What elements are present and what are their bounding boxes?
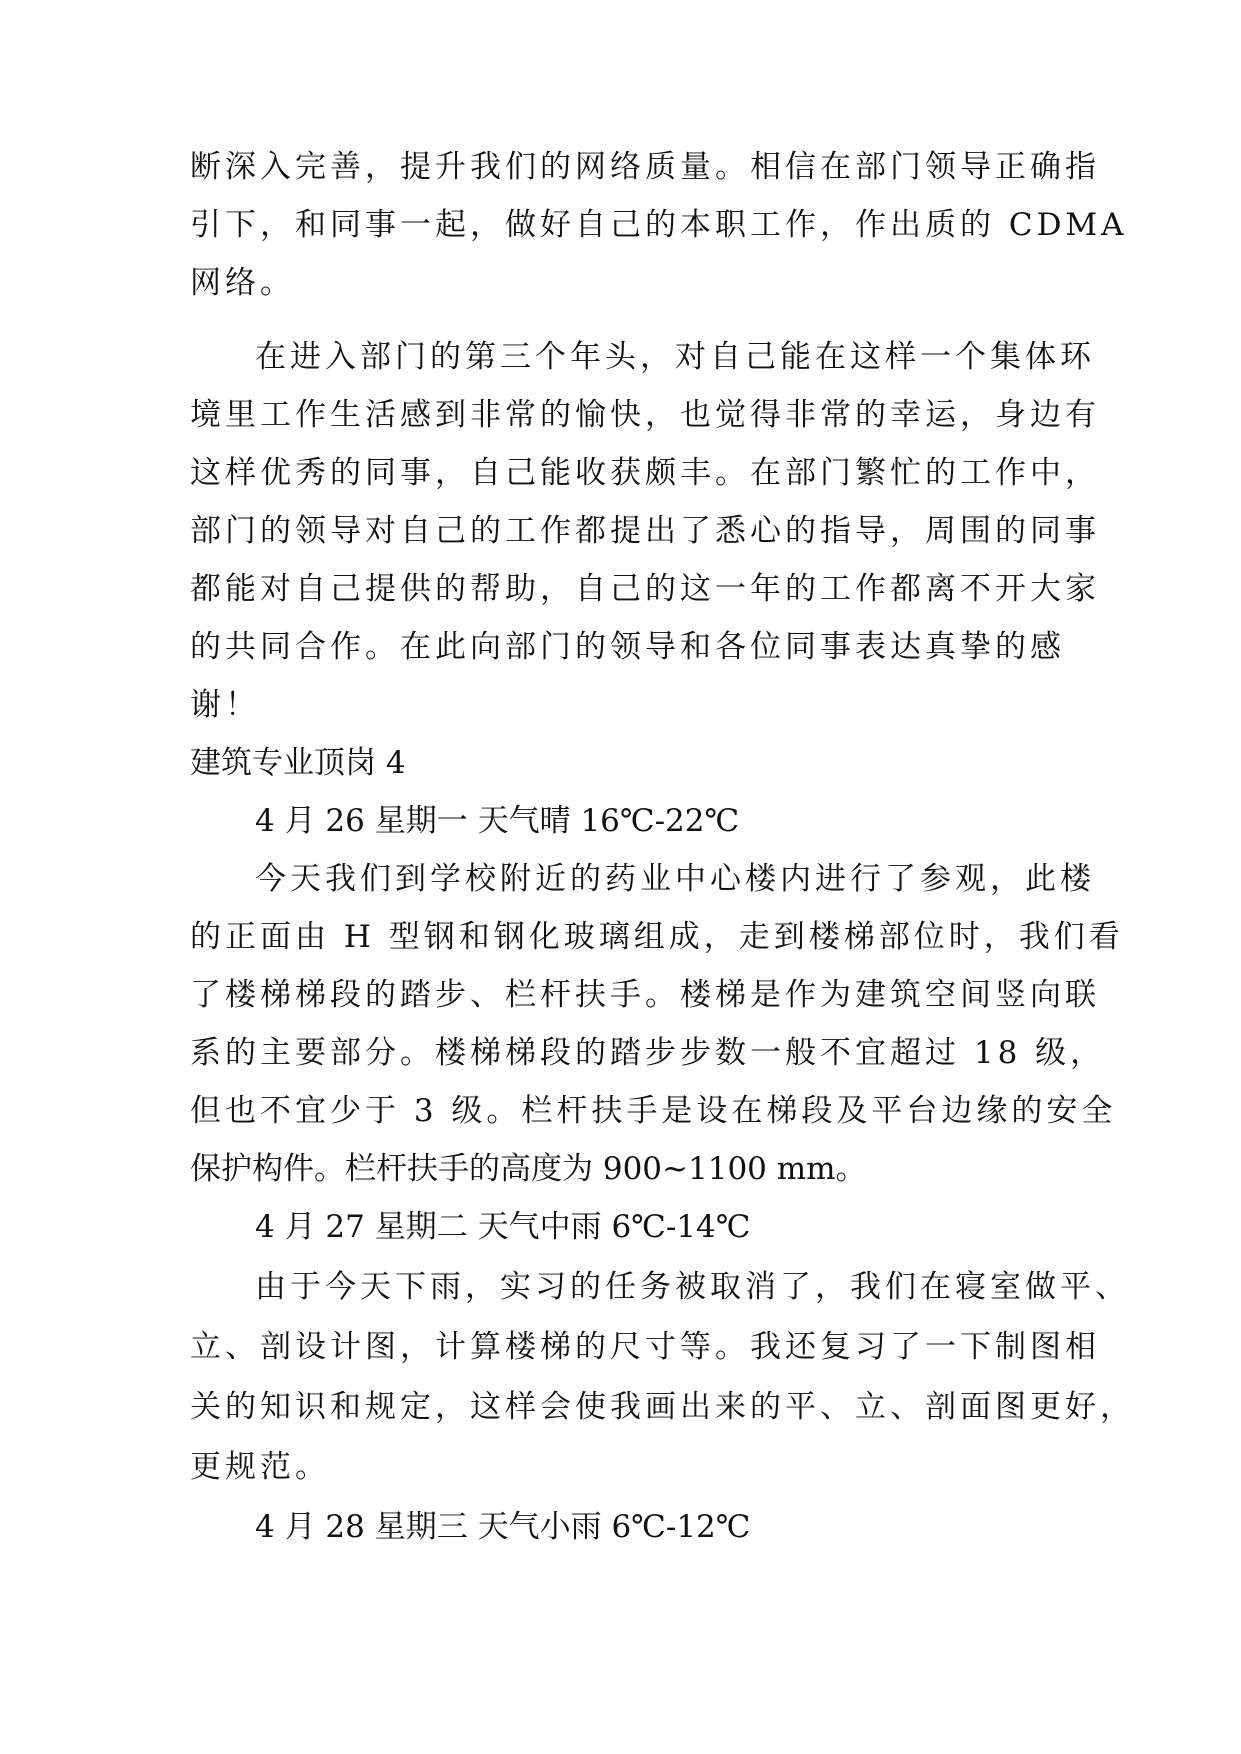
text-line: 断深入完善，提升我们的网络质量。相信在部门领导正确指	[190, 149, 1100, 185]
text-line: 但也不宜少于 3 级。栏杆扶手是设在梯段及平台边缘的安全	[190, 1093, 1117, 1129]
text-line: 系的主要部分。楼梯梯段的踏步步数一般不宜超过 18 级，	[190, 1035, 1106, 1071]
paragraph-first-line: 在进入部门的第三个年头，对自己能在这样一个集体环	[255, 339, 1095, 375]
text-line: 的共同合作。在此向部门的领导和各位同事表达真挚的感	[190, 629, 1065, 665]
text-line: 网络。	[190, 265, 295, 301]
text-line: 部门的领导对自己的工作都提出了悉心的指导，周围的同事	[190, 513, 1100, 549]
diary-date-line: 4 月 28 星期三 天气小雨 6℃-12℃	[255, 1509, 751, 1545]
text-line: 都能对自己提供的帮助，自己的这一年的工作都离不开大家	[190, 571, 1100, 607]
section-heading: 建筑专业顶岗 4	[190, 745, 406, 781]
paragraph-first-line: 由于今天下雨，实习的任务被取消了，我们在寝室做平、	[255, 1269, 1130, 1305]
text-line: 引下，和同事一起，做好自己的本职工作，作出质的 CDMA	[190, 207, 1128, 243]
text-line: 更规范。	[190, 1449, 330, 1485]
text-line: 境里工作生活感到非常的愉快，也觉得非常的幸运，身边有	[190, 397, 1100, 433]
paragraph-first-line: 今天我们到学校附近的药业中心楼内进行了参观，此楼	[255, 861, 1095, 897]
text-line: 关的知识和规定，这样会使我画出来的平、立、剖面图更好，	[190, 1389, 1135, 1425]
text-line: 了楼梯梯段的踏步、栏杆扶手。楼梯是作为建筑空间竖向联	[190, 977, 1100, 1013]
text-line: 立、剖设计图，计算楼梯的尺寸等。我还复习了一下制图相	[190, 1329, 1100, 1365]
text-line: 谢！	[190, 687, 260, 723]
text-line: 的正面由 H 型钢和钢化玻璃组成，走到楼梯部位时，我们看	[190, 919, 1124, 955]
text-line: 保护构件。栏杆扶手的高度为 900~1100 mm。	[190, 1151, 867, 1187]
text-line: 这样优秀的同事，自己能收获颇丰。在部门繁忙的工作中，	[190, 455, 1100, 491]
diary-date-line: 4 月 27 星期二 天气中雨 6℃-14℃	[255, 1209, 751, 1245]
diary-date-line: 4 月 26 星期一 天气晴 16℃-22℃	[255, 803, 740, 839]
